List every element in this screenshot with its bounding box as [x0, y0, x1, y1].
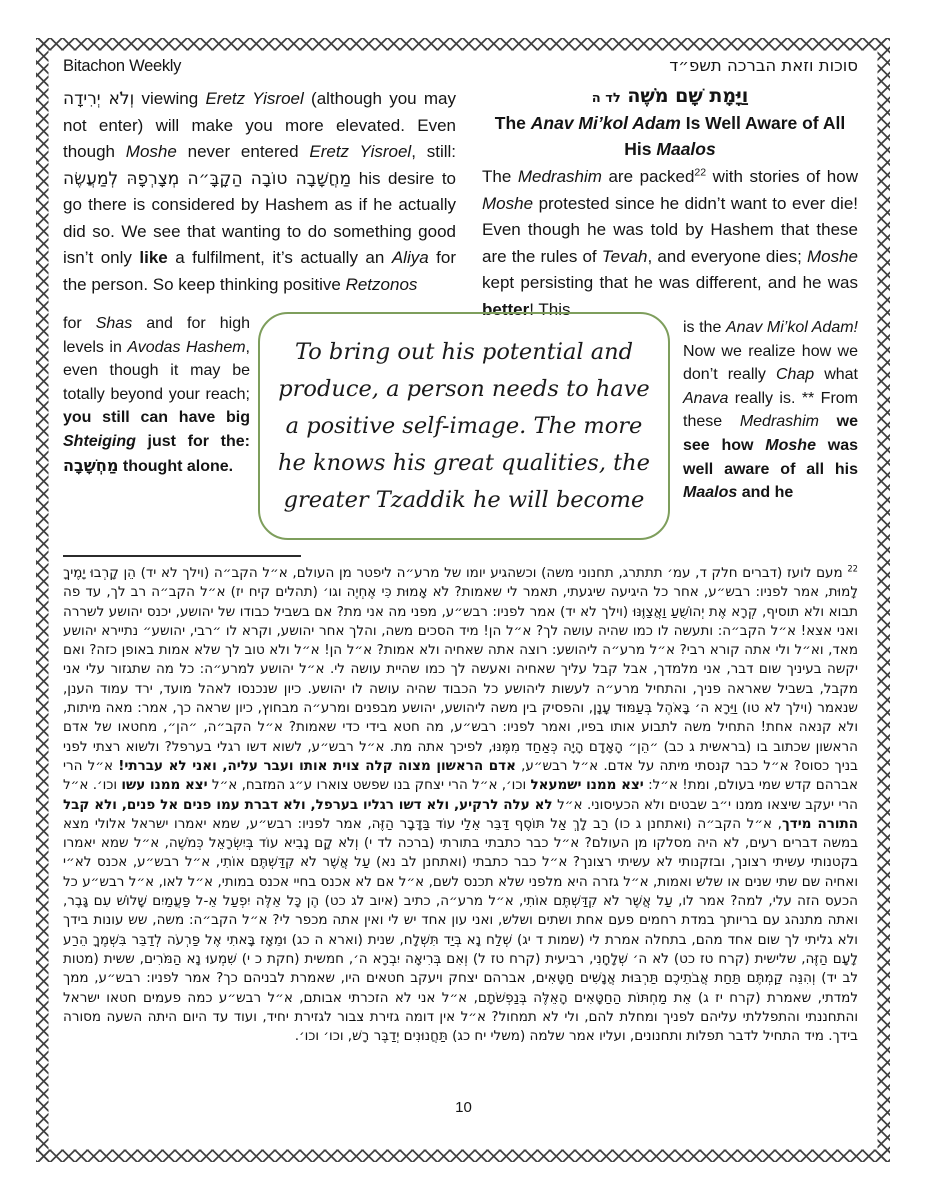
border-top: [36, 38, 890, 51]
border-bottom: [36, 1150, 890, 1163]
newsletter-title: Bitachon Weekly: [63, 57, 182, 75]
footnote-paragraph: $^{22}$ מעם לועז (דברים חלק ד, עמ׳ תתתרג, תחנוני משה) וכשהגיע יומו של מרע״ה ליפטר מן העולם, א״ל הקב״ה (וילך לא יד) הֵן קָרְבוּ יָמֶיךָ לָמוּת, אמר לפניו: רבש״ע, אחר כל היגיעה שיגעתי, תאמר לי שאמות? לֹא אָמוּת כִּי אֶחְיֶה וגו׳ (תהלים קיח יז) א״ל הקב״ה רב לך, עד פה תבוא ולא תוסיף, קְרָא אֶת יְהוֹשֻׁעַ וַאֲצַוֶּנּוּ (וילך לא יד) אמר לפניו: רבש״ע, מפני מה אני מת? אם בשביל כבודו של יהושע, יכנס יהושע לשררה ואני אצא! א״ל הקב״ה: ותעשה לו כמו שהיה עושה לך? א״ל הן! מיד הסכים משה, והלך אחר יהושע, וקרא לו ״רבי, יהושע״ נתיירא יהושע מאד, וא״ל ולי אתה קורא רבי? א״ל מרע״ה ליהושע: רוצה אתה שאחיה ולא אמות? א״ל הן! א״ל ולא טוב לך שלא אמות באופן כזה? ואם יקשה בעיניך שום דבר, אני מלמדך, אבל קבל עליך שאחיה ואעשה לך כמו שהיית עושה לי. א״ל יהושע למרע״ה: כל מה שתגזור עלי אני מקבל, בשביל שאראה פניך, והתחיל מרע״ה לעשות ליהושע כל הכבוד שהיה עושה לו יהושע. כיון שנכנסו לאהל מועד, ירד עמוד הענן, שנאמר (וילך לא טו) וַיֵּרָא ה׳ בָּאֹהֶל בְּעַמּוּד עָנָן, והפסיק בין משה ליהושע, יהושע מבפנים ומרע״ה מבחוץ, כיון שראה כך, אמר: מאה מיתות, ולא קנאה אחת! התחיל משה לתבוע אותו בפיו, ואמר לפניו: רבש״ע, מה חטא בידי כדי שאמות? א״ל הקב״ה, ״הן״, מחטאו של אדם הראשון שכתוב בו (בראשית ג כב) ״הֵן״ הָאָדָם הָיָה כְּאַחַד מִמֶּנּוּ, לפיכך אתה מת. א״ל רבש״ע, לשוא דשו רגלי בערפל? ולשוא רצתי לפני בניך כסוס? א״ל כבר קנסתי מיתה על אדם. א״ל רבש״ע, אדם הראשון מצוה קלה צוית אותו ועבר עליה, ואני לא עברתי! א״ל הרי אברהם קדש שמי בעולם, ומת! א״ל: יצא ממנו ישמעאל וכו׳, א״ל הרי יצחק בנו שפשט צוארו ע״ג המזבח, א״ל יצא ממנו עשו וכו׳. א״ל הרי יעקב שיצאו ממנו י״ב שבטים ולא הכעיסוני. א״ל לא עלה לרקיע, ולא דשו רגליו בערפל, ולא דברת עמו פנים אל פנים, ולא קבל התורה מידך, א״ל הקב״ה (ואתחנן ג כו) רַב לָךְ אַל תּוֹסֶף דַּבֵּר אֵלַי עוֹד בַּדָּבָר הַזֶּה, אמר לפניו: רבש״ע, שמא יאמרו ישראל אלולי מצא במשה דברים רעים, לא היה מסלקו מן העולם? א״ל כבר כתבתי בתורתי (ברכה לד י) וְלֹא קָם נָבִיא עוֹד בְּיִשְׂרָאֵל כְּמֹשֶׁה, א״ל שמא יאמרו בקטנותי עשיתי רצונך, ובזקנותי לא עשיתי רצונך? א״ל כבר כתבתי (ואתחנן לב נא) עַל אֲשֶׁר לֹא קִדַּשְׁתֶּם אוֹתִי, א״ל רבש״ע, אכנס לא״י ואחיה שם שתי שנים או שלש ואמות, א״ל גזרה היא מלפני שלא תכנס לשם, א״ל אם לא אכנס בחיי אכנס במותי, א״ל לאו, א״ל רבש״ע כל הכעס הזה עלי, למה? אמר לו, עַל אֲשֶׁר לֹא קִדַּשְׁתֶּם אוֹתִי, א״ל מרע״ה, כתיב (איוב לג כט) הֶן כָּל אֵלֶּה יִפְעַל אֵ-ל פַּעֲמַיִם שָׁלוֹשׁ עִם גָּבֶר, ואתה מתנהג עם בריותך במדת רחמים פעם אחת ושתים ושלש, ואני עון אחד יש לי ואין אתה מכפר לי? א״ל הקב״ה: משה, שש עונות בידך ולא גליתי לך שום אחד מהם, בתחלה אמרת לי (שמות ד יג) שְׁלַח נָא בְּיַד תִּשְׁלָח, שנית (וארא ה כג) וּמֵאָז בָּאתִי אֶל פַּרְעֹה לְדַבֵּר בִּשְׁמֶךָ הֵרַע לָעָם הַזֶּה, שלישית (קרח טז כט) לֹא ה׳ שְׁלָחָנִי, רביעית (קרח טז ל) וְאִם בְּרִיאָה יִבְרָא ה׳, חמשית (חקת כ י) שִׁמְעוּ נָא הַמֹּרִים, ששית (מטות לב יד) וְהִנֵּה קַמְתֶּם תַּחַת אֲבֹתֵיכֶם תַּרְבּוּת אֲנָשִׁים חַטָּאִים, אברהם יצחק ויעקב חטאים היו, שאמרת לבניהם כך? אמר לפניו: רבש״ע, ממך למדתי, שאמרת (קרח יז ג) אֵת מַחְתּוֹת הַחַטָּאִים הָאֵלֶּה בְּנַפְשֹׁתָם, א״ל אני לא הזכרתי אבותם, א״ל רבש״ע כמה פעמים חטאו ישראל והתחננתי והתפללתי עליהם לפניך ומחלת להם, ולי לא תמחול? א״ל אין דומה גזירת צבור לגזירת יחיד, ועוד עד היום היתה השעה מסורה בידך. מיד התחיל לדבר תפלות ותחנונים, ועליו אמר שלמה (משלי יח כג) תַּחֲנוּנִים יְדַבֶּר רָשׁ, וכו׳ וכו׳.: [63, 564, 858, 1045]
pull-quote-box: [258, 312, 670, 540]
pull-quote-text: To bring out his potential and produce, a person needs to have a positive self-image. The more he knows his great qualities, the greater Tzaddik he will become: [277, 338, 650, 513]
left-column-top-paragraph: וְלֹא יְרִידָה viewing Eretz Yisroel (although you may not enter) will make you more elevated. Even though Moshe never entered Eretz Yisroel, still: מַחֲשָׁבָה טוֹבָה הַקָבָּ״ה מְצָרְפָהּ לְמַעֲשֶׂה his desire to go there is considered by Hashem as if he actually did so. We see that wanting to do something good isn’t only like a fulfilment, it’s actually an Aliya for the person. So keep thinking positive Retzonos: [63, 89, 457, 294]
right-column-narrow-paragraph: is the Anav Mi’kol Adam! Now we realize how we don’t really Chap what Anava really is. ** From these Medrashim we see how Moshe was well aware of all his Maalos and he: [683, 319, 859, 502]
border-right: [878, 38, 891, 1162]
right-column-top-paragraph: The Medrashim are packed$^{22}$ with stories of how Moshe protested since he didn’t want to ever die! Even though he was told by Hashem that these are the rules of Tevah, and everyone dies; Moshe kept persisting that he was different, and he was better! This: [482, 166, 859, 319]
footnote-separator-line: [63, 555, 301, 557]
header-hebrew-date: סוכות וזאת הברכה תשפ״ד: [669, 56, 858, 75]
left-column-narrow-paragraph: for Shas and for high levels in Avodas Hashem, even though it may be totally beyond your reach; you still can have big Shteiging just for the: מַחְשָׁבָה thought alone.: [63, 315, 250, 475]
section-heading-hebrew: וַיָּמָת שָׁם מֹשֶׁה לד ה: [591, 85, 749, 107]
page-number: 10: [455, 1099, 472, 1116]
border-left: [36, 38, 49, 1162]
section-heading-english: The Anav Mi’kol Adam Is Well Aware of All His Maalos: [494, 113, 846, 159]
page-header: [63, 56, 858, 76]
